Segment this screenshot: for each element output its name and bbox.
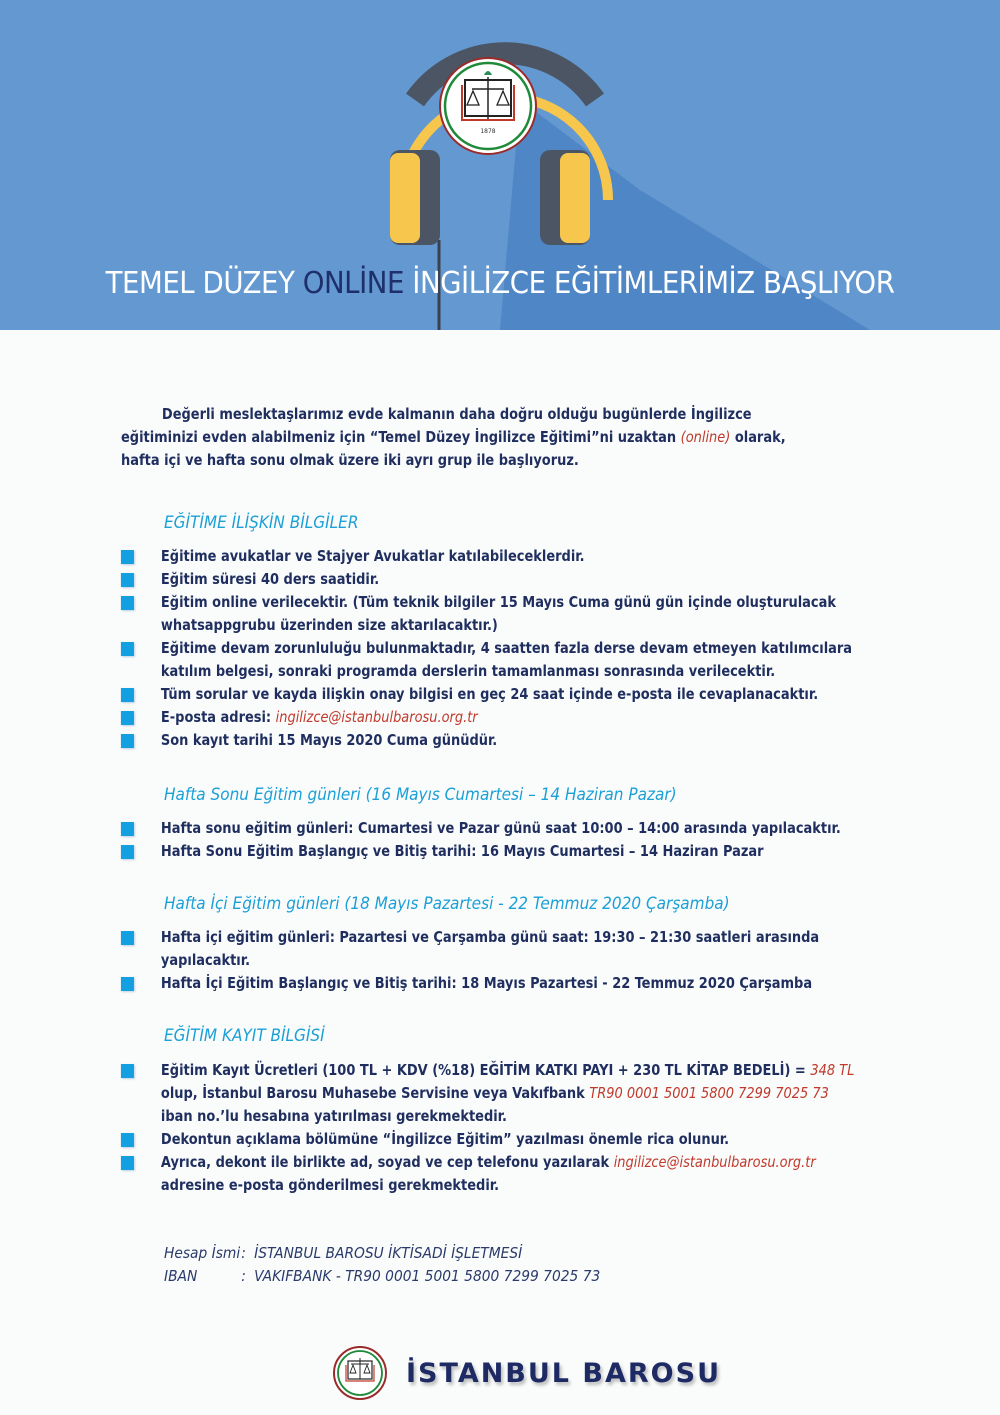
square-bullet-icon: [121, 977, 134, 991]
section-heading-weekday: Hafta İçi Eğitim günleri (18 Mayıs Pazartesi - 22 Temmuz 2020 Çarşamba): [164, 894, 730, 914]
item-text: Hafta Sonu Eğitim Başlangıç ve Bitiş tarihi: 16 Mayıs Cumartesi – 14 Haziran Pazar: [160, 842, 764, 860]
online-highlight: (online): [680, 428, 731, 446]
title-highlight-online: ONLİNE: [302, 266, 404, 301]
fee-text-mid: olup, İstanbul Barosu Muhasebe Servisine veya Vakıfbank: [160, 1084, 590, 1102]
square-bullet-icon: [121, 688, 134, 702]
list-item: [120, 591, 864, 637]
square-bullet-icon: [121, 573, 134, 587]
account-info: [164, 1242, 600, 1288]
svg-text:1878: 1878: [480, 128, 496, 135]
account-name-row: [164, 1242, 600, 1265]
list-item: [120, 817, 864, 840]
weekday-list: [120, 926, 920, 995]
email-link[interactable]: ingilizce@istanbulbarosu.org.tr: [613, 1153, 816, 1171]
list-item: [120, 683, 864, 706]
item-text: Ayrıca, dekont ile birlikte ad, soyad ve cep telefonu yazılarak: [160, 1153, 614, 1171]
item-text-end: adresine e-posta gönderilmesi gerekmektedir.: [160, 1176, 500, 1194]
footer-brand: [332, 1345, 721, 1401]
list-item: [120, 568, 864, 591]
iban-row: [164, 1265, 600, 1288]
iban-value: VAKIFBANK - TR90 0001 5001 5800 7299 7025 73: [254, 1267, 601, 1285]
square-bullet-icon: [121, 550, 134, 564]
item-text: Tüm sorular ve kayda ilişkin onay bilgisi en geç 24 saat içinde e-posta ile cevaplanacaktır.: [160, 685, 819, 703]
square-bullet-icon: [121, 642, 134, 656]
iban-label: IBAN: [164, 1267, 198, 1285]
item-text: Hafta içi eğitim günleri: Pazartesi ve Çarşamba günü saat: 19:30 – 21:30 saatleri arasında yapılacaktır.: [160, 928, 820, 969]
list-item: [120, 1151, 864, 1197]
registration-list: [120, 1059, 920, 1197]
item-text: Hafta İçi Eğitim Başlangıç ve Bitiş tarihi: 18 Mayıs Pazartesi - 22 Temmuz 2020 Çarşamba: [160, 974, 813, 992]
square-bullet-icon: [121, 734, 134, 748]
fee-total: 348 TL: [810, 1061, 855, 1079]
item-text: Eğitime devam zorunluluğu bulunmaktadır, 4 saatten fazla derse devam etmeyen katılımcılara katılım belgesi, sonraki programda derslerin tamamlanması sonrasında verilecektir.: [160, 639, 853, 680]
square-bullet-icon: [121, 1064, 134, 1078]
list-item: [120, 637, 864, 683]
header-banner: [0, 0, 1000, 330]
square-bullet-icon: [121, 822, 134, 836]
intro-text-end: olarak, hafta içi ve hafta sonu olmak üzere iki ayrı grup ile başlıyoruz.: [121, 428, 786, 469]
square-bullet-icon: [121, 1133, 134, 1147]
bar-logo-icon: [332, 1345, 388, 1401]
bar-logo-icon: [440, 58, 536, 154]
account-name-value: İSTANBUL BAROSU İKTİSADİ İŞLETMESİ: [254, 1244, 523, 1262]
square-bullet-icon: [121, 845, 134, 859]
list-item: [120, 545, 864, 568]
list-item: [120, 729, 864, 752]
item-text: Dekontun açıklama bölümüne “İngilizce Eğitim” yazılması önemle rica olunur.: [160, 1130, 730, 1148]
item-text: Hafta sonu eğitim günleri: Cumartesi ve Pazar günü saat 10:00 – 14:00 arasında yapılacaktır.: [160, 819, 841, 837]
title-part-2: İNGİLİZCE EĞİTİMLERİMİZ BAŞLIYOR: [403, 266, 895, 301]
item-text: Eğitim süresi 40 ders saatidir.: [160, 570, 380, 588]
intro-paragraph: [121, 403, 828, 472]
item-text: Eğitim online verilecektir. (Tüm teknik bilgiler 15 Mayıs Cuma günü gün içinde oluşturulacak whatsappgrubu üzerinden size aktarılacaktır.): [160, 593, 836, 634]
iban-number: TR90 0001 5001 5800 7299 7025 73: [589, 1084, 829, 1102]
section-heading-general-info: EĞİTİME İLİŞKİN BİLGİLER: [164, 513, 359, 533]
title-part-1: TEMEL DÜZEY: [105, 266, 303, 301]
email-label: E-posta adresi:: [160, 708, 276, 726]
list-item: [120, 972, 864, 995]
list-item: [120, 840, 864, 863]
email-link[interactable]: ingilizce@istanbulbarosu.org.tr: [275, 708, 478, 726]
square-bullet-icon: [121, 1156, 134, 1170]
fee-text-end: iban no.’lu hesabına yatırılması gerekmektedir.: [160, 1107, 507, 1125]
list-item-fee: [120, 1059, 864, 1128]
account-name-label: Hesap İsmi: [164, 1244, 241, 1262]
item-text: Son kayıt tarihi 15 Mayıs 2020 Cuma günüdür.: [160, 731, 498, 749]
square-bullet-icon: [121, 711, 134, 725]
general-info-list: [120, 545, 920, 752]
footer-brand-name: İSTANBUL BAROSU: [406, 1357, 722, 1389]
weekend-list: [120, 817, 920, 863]
section-heading-registration: EĞİTİM KAYIT BİLGİSİ: [164, 1026, 325, 1046]
separator: :: [241, 1244, 246, 1262]
list-item-email: [120, 706, 864, 729]
square-bullet-icon: [121, 596, 134, 610]
square-bullet-icon: [121, 931, 134, 945]
fee-text: Eğitim Kayıt Ücretleri (100 TL + KDV (%18) EĞİTİM KATKI PAYI + 230 TL KİTAP BEDELİ) =: [160, 1061, 811, 1079]
section-heading-weekend: Hafta Sonu Eğitim günleri (16 Mayıs Cumartesi – 14 Haziran Pazar): [164, 785, 677, 805]
separator: :: [241, 1267, 246, 1285]
item-text: Eğitime avukatlar ve Stajyer Avukatlar katılabileceklerdir.: [160, 547, 585, 565]
list-item: [120, 926, 864, 972]
page-title: [40, 266, 960, 301]
intro-text: Değerli meslektaşlarımız evde kalmanın daha doğru olduğu bugünlerde İngilizce eğitiminizi evden alabilmeniz için “Temel Düzey İngilizce Eğitimi”ni uzaktan: [121, 405, 752, 446]
list-item: [120, 1128, 864, 1151]
